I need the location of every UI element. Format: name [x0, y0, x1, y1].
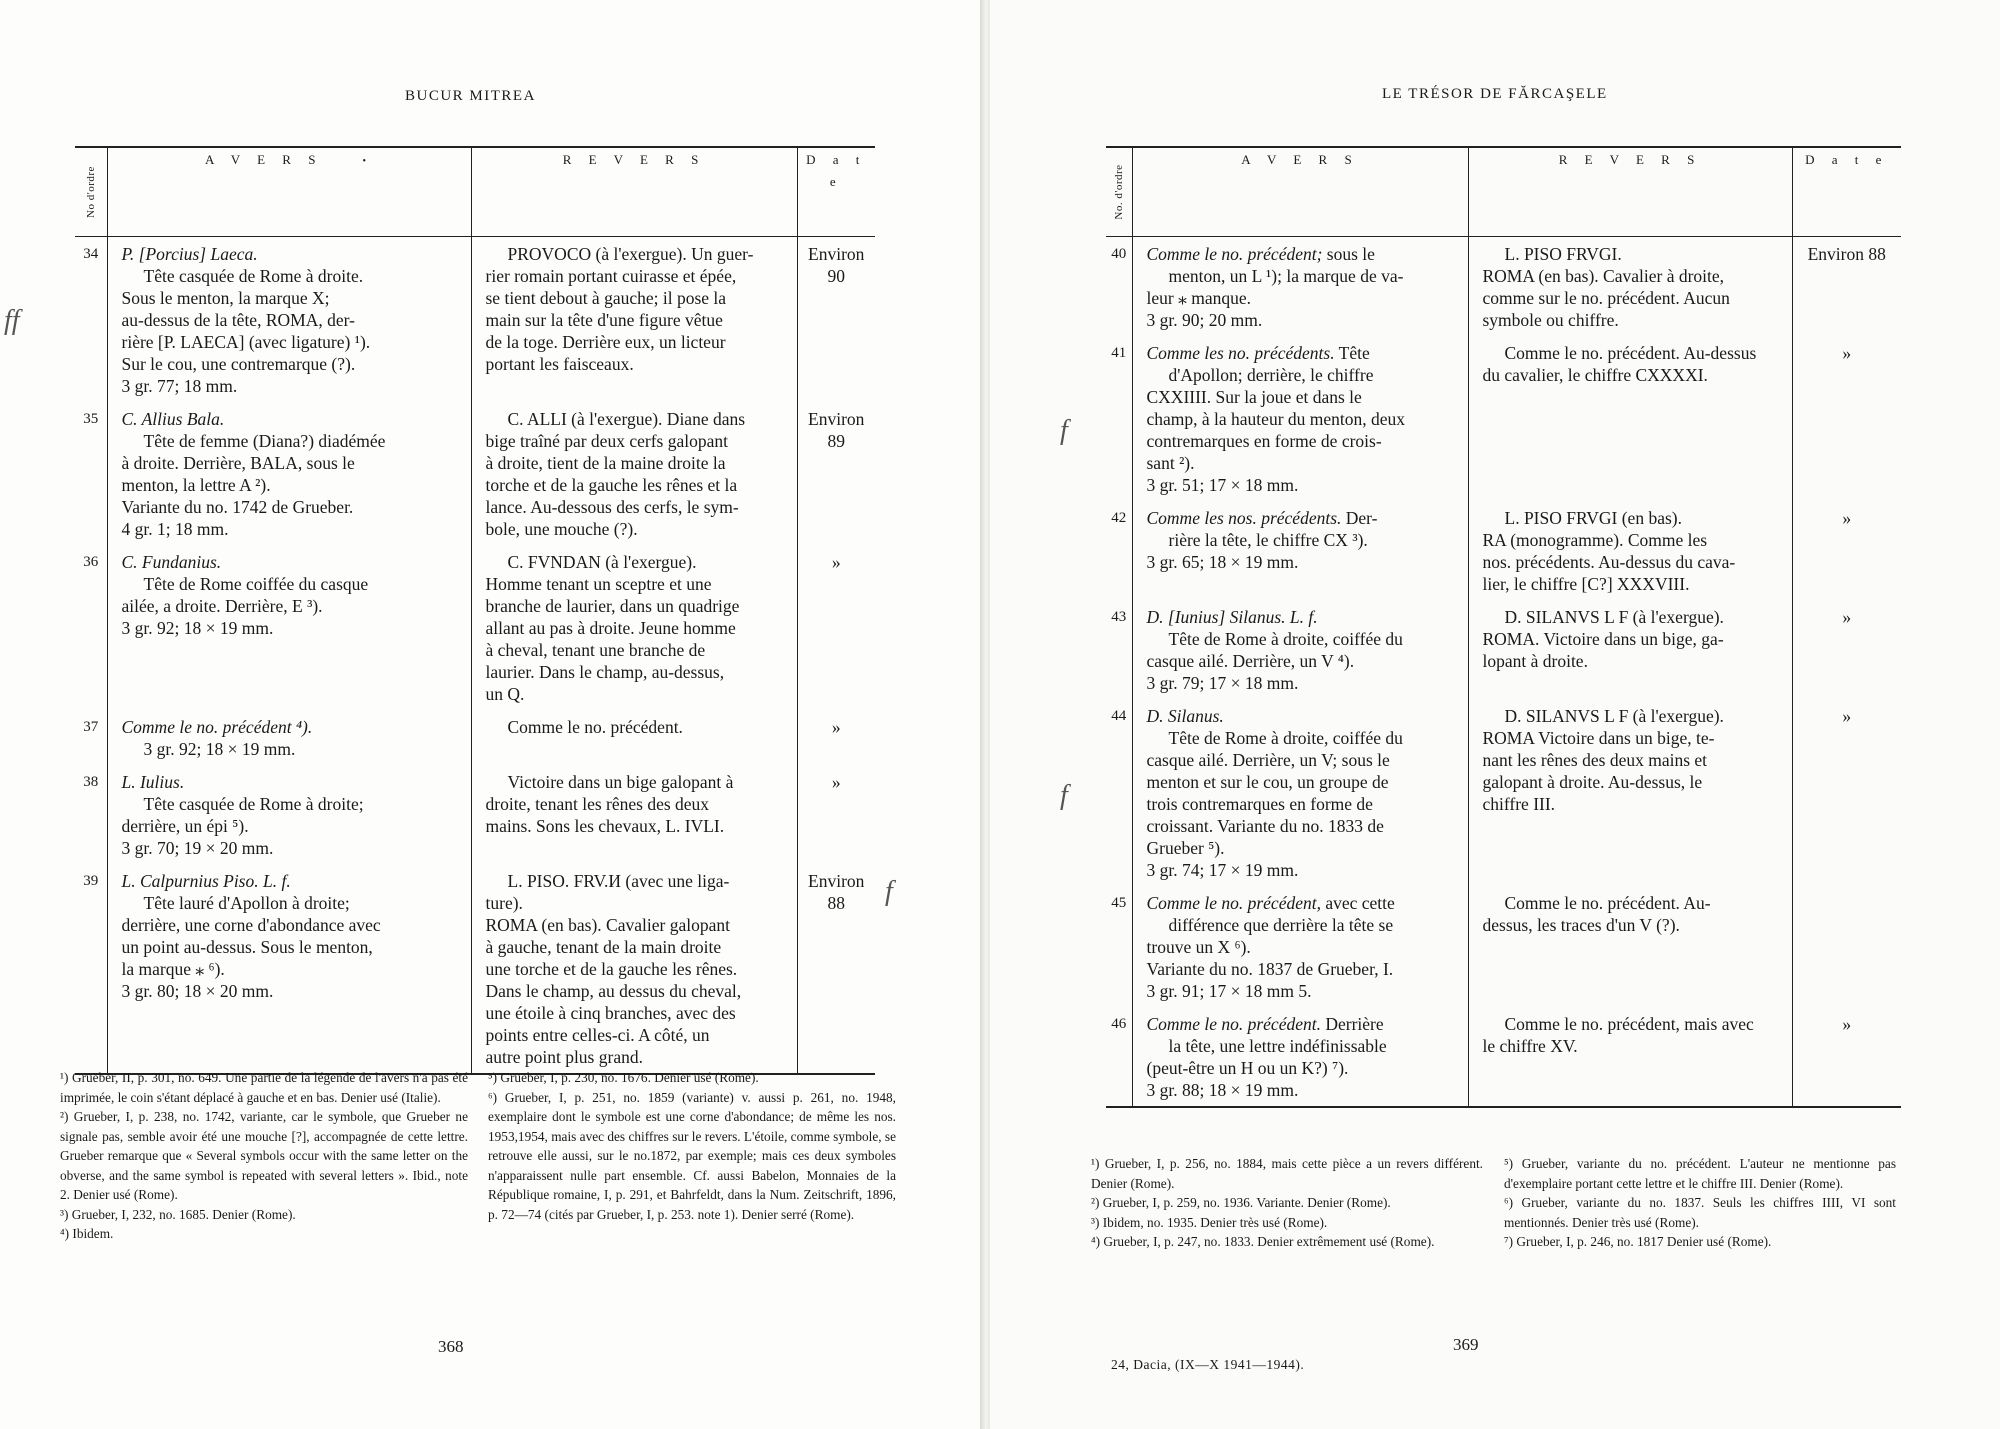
table-row [75, 710, 875, 765]
revers-cell [1468, 886, 1792, 1007]
avers-line: d'Apollon; derrière, le chiffre [1168, 365, 1374, 385]
date-cell [1792, 886, 1901, 1007]
revers-line: Homme tenant un sceptre et une [485, 574, 712, 594]
revers-line: chiffre III. [1482, 794, 1556, 814]
revers-cell [471, 710, 797, 765]
revers-cell [1468, 699, 1792, 886]
revers-line: comme sur le no. précédent. Aucun [1482, 288, 1730, 308]
avers-line: derrière, un épi ⁵). [121, 816, 249, 836]
coin-title [1147, 1013, 1460, 1035]
right-page [990, 0, 2000, 1429]
revers-line: L. PISO FRVGI (en bas). [1504, 508, 1682, 528]
coin-title-italic: Comme le no. précédent. [1146, 1014, 1321, 1034]
coin-title-rest: Der- [1341, 508, 1378, 528]
revers-line: Comme le no. précédent. Au-dessus [1504, 343, 1757, 363]
column-header-no: No d'ordre [75, 147, 107, 237]
date-cell: Environ 88 [1792, 237, 1901, 337]
revers-line: allant au pas à droite. Jeune homme [485, 618, 736, 638]
table-row [1106, 336, 1901, 501]
revers-line: mains. Sons les chevaux, L. IVLI. [485, 816, 725, 836]
revers-line: une torche et de la gauche les rênes. [485, 959, 738, 979]
revers-line: C. ALLI (à l'exergue). Diane dans [507, 409, 746, 429]
date-cell: » [797, 710, 875, 765]
avers-line: un point au-dessus. Sous le menton, [121, 937, 373, 957]
coin-title-italic: D. [Iunius] Silanus. L. f. [1146, 607, 1318, 627]
running-head: BUCUR MITREA [405, 88, 536, 104]
footnote: ¹) Grueber, II, p. 301, no. 649. Une partie de la légende de l'avers n'a pas été imprimée, le coin s'étant déplacé à gauche et en bas. Denier usé (Italie). [60, 1070, 468, 1105]
column-header-revers: R E V E R S [1468, 147, 1792, 237]
avers-line: 3 gr. 77; 18 mm. [121, 376, 238, 396]
revers-line: portant les faisceaux. [485, 354, 634, 374]
avers-line: 4 gr. 1; 18 mm. [121, 519, 229, 539]
column-header-date: D a t e [797, 147, 875, 237]
avers-line: derrière, une corne d'abondance avec [121, 915, 381, 935]
column-header-avers: A V E R S • [107, 147, 471, 237]
avers-line: la marque ⁎ ⁶). [121, 959, 225, 979]
coin-number: 37 [83, 719, 99, 735]
coin-number: 35 [83, 411, 99, 427]
footnotes-right-column [488, 1068, 896, 1224]
revers-line: nant les rênes des deux mains et [1482, 750, 1708, 770]
footnote: ⁵) Grueber, variante du no. précédent. L'auteur ne mentionne pas d'exemplaire portant cette lettre et le chiffre III. Denier (Rome). [1504, 1156, 1896, 1191]
coin-title-italic: C. Allius Bala. [121, 409, 225, 429]
revers-line: galopant à droite. Au-dessus, le [1482, 772, 1703, 792]
avers-line: Variante du no. 1742 de Grueber. [121, 497, 354, 517]
avers-line: Grueber ⁵). [1146, 838, 1225, 858]
revers-cell [471, 237, 797, 403]
revers-line: ture). [485, 893, 523, 913]
coin-number: 39 [75, 864, 107, 1074]
footnote: ⁴) Grueber, I, p. 247, no. 1833. Denier extrêmement usé (Rome). [1091, 1234, 1435, 1249]
revers-line: à cheval, tenant une branche de [485, 640, 706, 660]
avers-cell [107, 402, 471, 545]
avers-line: trois contremarques en forme de [1146, 794, 1373, 814]
avers-line: CXXIIII. Sur la joue et dans le [1146, 387, 1362, 407]
footnote: ⁴) Ibidem. [60, 1226, 114, 1241]
avers-line: casque ailé. Derrière, un V ⁴). [1146, 651, 1355, 671]
date-cell: » [1792, 501, 1901, 600]
handwritten-margin-mark: ff [4, 305, 20, 336]
coin-number: 41 [1111, 345, 1127, 361]
avers-line: sant ²). [1146, 453, 1195, 473]
avers-cell [1132, 886, 1468, 1007]
coin-title [122, 870, 463, 892]
avers-line: 3 gr. 91; 17 × 18 mm 5. [1146, 981, 1312, 1001]
revers-line: RA (monogramme). Comme les [1482, 530, 1708, 550]
revers-cell [471, 402, 797, 545]
avers-cell [1132, 501, 1468, 600]
left-page [0, 0, 980, 1429]
handwritten-margin-mark: f [885, 876, 893, 907]
book-gutter [980, 0, 990, 1429]
revers-line: laurier. Dans le champ, au-dessus, [485, 662, 725, 682]
coin-title-rest: avec cette [1320, 893, 1395, 913]
column-header-date: D a t e [1792, 147, 1901, 237]
coin-table [75, 146, 875, 1075]
avers-cell [1132, 699, 1468, 886]
footnotes-right-column [1504, 1154, 1896, 1252]
coin-title-italic: L. Iulius. [121, 772, 185, 792]
avers-line: Tête casquée de Rome à droite; [143, 794, 364, 814]
avers-line: casque ailé. Derrière, un V; sous le [1146, 750, 1390, 770]
footnote: ³) Ibidem, no. 1935. Denier très usé (Rome). [1091, 1214, 1328, 1230]
table-row [1106, 886, 1901, 1007]
avers-line: à droite. Derrière, BALA, sous le [121, 453, 355, 473]
avers-line: rière [P. LAECA] (avec ligature) ¹). [121, 332, 371, 352]
avers-line: 3 gr. 88; 18 × 19 mm. [1146, 1080, 1299, 1100]
avers-line: Tête casquée de Rome à droite. [143, 266, 364, 286]
avers-cell [107, 710, 471, 765]
revers-line: symbole ou chiffre. [1482, 310, 1619, 330]
revers-line: le chiffre XV. [1482, 1036, 1578, 1056]
avers-line: la tête, une lettre indéfinissable [1168, 1036, 1387, 1056]
column-header-avers: A V E R S [1132, 147, 1468, 237]
revers-line: lopant à droite. [1482, 651, 1588, 671]
revers-line: Comme le no. précédent, mais avec [1504, 1014, 1754, 1034]
revers-line: ROMA Victoire dans un bige, te- [1482, 728, 1715, 748]
avers-line: 3 gr. 90; 20 mm. [1146, 310, 1263, 330]
date-cell: » [797, 545, 875, 710]
coin-title [1147, 705, 1460, 727]
handwritten-margin-mark: f [1060, 780, 1068, 811]
date-cell: » [1792, 336, 1901, 501]
footnote: ⁵) Grueber, I, p. 230, no. 1676. Denier usé (Rome). [488, 1070, 759, 1085]
table-header-row [75, 147, 875, 237]
revers-line: Victoire dans un bige galopant à [507, 772, 734, 792]
revers-line: C. FVNDAN (à l'exergue). [507, 552, 697, 572]
avers-line: menton, la lettre A ²). [121, 475, 271, 495]
avers-line: Tête de Rome coiffée du casque [143, 574, 369, 594]
revers-line: un Q. [485, 684, 525, 704]
table-row [75, 402, 875, 545]
revers-line: nos. précédents. Au-dessus du cava- [1482, 552, 1736, 572]
coin-number: 38 [83, 774, 99, 790]
revers-line: du cavalier, le chiffre CXXXXI. [1482, 365, 1708, 385]
revers-line: bole, une mouche (?). [485, 519, 638, 539]
coin-number: 36 [83, 554, 99, 570]
table-row [1106, 699, 1901, 886]
table-row [75, 545, 875, 710]
avers-line: croissant. Variante du no. 1833 de [1146, 816, 1384, 836]
avers-line: 3 gr. 74; 17 × 19 mm. [1146, 860, 1299, 880]
coin-title [122, 771, 463, 793]
revers-line: se tient debout à gauche; il pose la [485, 288, 727, 308]
avers-line: champ, à la hauteur du menton, deux [1146, 409, 1406, 429]
table-row [1106, 600, 1901, 699]
revers-line: une étoile à cinq branches, avec des [485, 1003, 736, 1023]
printer-signature: 24, Dacia, (IX—X 1941—1944). [1111, 1357, 1305, 1372]
revers-line: ROMA (en bas). Cavalier à droite, [1482, 266, 1725, 286]
coin-title [122, 243, 463, 265]
avers-line: (peut-être un H ou un K?) ⁷). [1146, 1058, 1349, 1078]
revers-cell [1468, 1007, 1792, 1107]
avers-cell [107, 864, 471, 1074]
coin-title-italic: Comme les no. précédents. [1146, 343, 1335, 363]
revers-line: à droite, tient de la maine droite la [485, 453, 726, 473]
avers-line: ailée, a droite. Derrière, E ³). [121, 596, 323, 616]
revers-line: dessus, les traces d'un V (?). [1482, 915, 1680, 935]
table-row [75, 237, 875, 403]
date-cell: » [1792, 1007, 1901, 1107]
table-row [1106, 501, 1901, 600]
table-row [75, 864, 875, 1074]
coin-title [1147, 243, 1460, 265]
revers-cell [1468, 336, 1792, 501]
coin-title-italic: Comme les nos. précédents. [1146, 508, 1342, 528]
revers-line: L. PISO. FRV.И (avec une liga- [507, 871, 730, 891]
avers-line: Tête lauré d'Apollon à droite; [143, 893, 350, 913]
date-cell: » [1792, 699, 1901, 886]
avers-line: trouve un X ⁶). [1146, 937, 1251, 957]
revers-cell [1468, 600, 1792, 699]
column-header-revers: R E V E R S [471, 147, 797, 237]
revers-line: ROMA. Victoire dans un bige, ga- [1482, 629, 1724, 649]
revers-line: main sur la tête d'une figure vêtue [485, 310, 723, 330]
revers-line: rier romain portant cuirasse et épée, [485, 266, 737, 286]
coin-title [1147, 342, 1460, 364]
revers-line: droite, tenant les rênes des deux [485, 794, 710, 814]
revers-line: autre point plus grand. [485, 1047, 643, 1067]
table-row [1106, 237, 1901, 337]
avers-cell [1132, 237, 1468, 337]
coin-number: 34 [83, 246, 99, 262]
coin-title [1147, 892, 1460, 914]
avers-line: Tête de Rome à droite, coiffée du [1168, 728, 1403, 748]
avers-line: au-dessus de la tête, ROMA, der- [121, 310, 355, 330]
coin-title-italic: P. [Porcius] Laeca. [121, 244, 258, 264]
date-cell: Environ 90 [797, 237, 875, 403]
revers-line: D. SILANVS L F (à l'exergue). [1504, 706, 1724, 726]
avers-line: Variante du no. 1837 de Grueber, I. [1146, 959, 1394, 979]
coin-title-italic: C. Fundanius. [121, 552, 222, 572]
revers-line: lance. Au-dessous des cerfs, le sym- [485, 497, 739, 517]
avers-line: 3 gr. 70; 19 × 20 mm. [121, 838, 274, 858]
coin-number: 45 [1111, 895, 1127, 911]
revers-cell [471, 765, 797, 864]
revers-line: branche de laurier, dans un quadrige [485, 596, 740, 616]
coin-title-italic: Comme le no. précédent; [1146, 244, 1323, 264]
coin-number: 43 [1111, 609, 1127, 625]
avers-cell [107, 237, 471, 403]
revers-line: lier, le chiffre [C?] XXXVIII. [1482, 574, 1690, 594]
table-row [1106, 1007, 1901, 1107]
date-cell: » [1792, 600, 1901, 699]
avers-cell [1132, 1007, 1468, 1107]
revers-line: torche et de la gauche les rênes et la [485, 475, 738, 495]
revers-line: Dans le champ, au dessus du cheval, [485, 981, 742, 1001]
column-header-no: No. d'ordre [1106, 147, 1132, 237]
footnote: ¹) Grueber, I, p. 256, no. 1884, mais cette pièce a un revers différent. Denier (Rome). [1091, 1156, 1483, 1191]
avers-line: Tête de Rome à droite, coiffée du [1168, 629, 1403, 649]
avers-line: différence que derrière la tête se [1168, 915, 1394, 935]
avers-cell [1132, 600, 1468, 699]
page-number: 369 [1453, 1335, 1479, 1354]
revers-line: bige traîné par deux cerfs galopant [485, 431, 728, 451]
avers-line: 3 gr. 92; 18 × 19 mm. [121, 618, 274, 638]
avers-line: Sur le cou, une contremarque (?). [121, 354, 356, 374]
revers-line: de la toge. Derrière eux, un licteur [485, 332, 726, 352]
handwritten-margin-mark: f [1060, 415, 1068, 446]
date-cell: Environ 88 [797, 864, 875, 1074]
revers-line: D. SILANVS L F (à l'exergue). [1504, 607, 1724, 627]
revers-line: Comme le no. précédent. Au- [1504, 893, 1711, 913]
footnote: ⁷) Grueber, I, p. 246, no. 1817 Denier usé (Rome). [1504, 1234, 1772, 1249]
table-header-row [1106, 147, 1901, 237]
coin-title-rest: Derrière [1320, 1014, 1384, 1034]
revers-line: à gauche, tenant de la main droite [485, 937, 722, 957]
avers-line: 3 gr. 79; 17 × 18 mm. [1146, 673, 1299, 693]
footnote: ³) Grueber, I, 232, no. 1685. Denier (Rome). [60, 1206, 296, 1222]
revers-cell [1468, 237, 1792, 337]
footnote: ⁶) Grueber, variante du no. 1837. Seuls les chiffres IIII, VI sont mentionnés. Denier très usé (Rome). [1504, 1195, 1896, 1230]
coin-table [1106, 146, 1901, 1108]
running-head: LE TRÉSOR DE FĂRCAŞELE [1382, 86, 1608, 102]
avers-line: 3 gr. 80; 18 × 20 mm. [121, 981, 274, 1001]
revers-line: Comme le no. précédent. [507, 717, 683, 737]
coin-title [122, 551, 463, 573]
revers-cell [471, 545, 797, 710]
footnote: ²) Grueber, I, p. 238, no. 1742, variante, car le symbole, que Grueber ne signale pas, semble avoir été une mouche [?], accompagnée de cette lettre. Grueber remarque que « Several symbols occur with the same letter on the obverse, and the same symbol is repeated with several letters ». Ibid., note 2. Denier usé (Rome). [60, 1109, 468, 1202]
coin-number: 40 [1111, 246, 1127, 262]
avers-cell [107, 765, 471, 864]
coin-title-italic: Comme le no. précédent, [1146, 893, 1321, 913]
coin-title [122, 716, 463, 738]
coin-title-rest: sous le [1322, 244, 1375, 264]
coin-title [1147, 507, 1460, 529]
coin-title-italic: D. Silanus. [1146, 706, 1224, 726]
date-cell: » [797, 765, 875, 864]
revers-line: PROVOCO (à l'exergue). Un guer- [507, 244, 754, 264]
avers-cell [1132, 336, 1468, 501]
revers-cell [1468, 501, 1792, 600]
avers-line: contremarques en forme de crois- [1146, 431, 1382, 451]
avers-line: rière la tête, le chiffre CX ³). [1168, 530, 1368, 550]
footnotes-left-column [60, 1068, 468, 1244]
coin-title-rest: Tête [1334, 343, 1370, 363]
avers-line: 3 gr. 51; 17 × 18 mm. [1146, 475, 1299, 495]
footnotes-left-column [1091, 1154, 1483, 1252]
footnote: ⁶) Grueber, I, p. 251, no. 1859 (variante) v. aussi p. 261, no. 1948, exemplaire dont le symbole est une corne d'abondance; de même les nos. 1953,1954, mais avec des chiffres sur le revers. L'étoile, comme symbole, se retrouve elle aussi, sur le no.1872, par exemple; mais ces deux symboles n'apparaissent nulle part ensemble. Cf. aussi Babelon, Monnaies de la République romaine, I, p. 291, et Bahrfeldt, dans la Num. Zeitschrift, 1896, p. 72—74 (cités par Grueber, I, p. 253. note 1). Denier serré (Rome). [488, 1089, 896, 1222]
page-number: 368 [438, 1337, 464, 1356]
coin-title-italic: Comme le no. précédent ⁴). [121, 717, 313, 737]
date-cell: Environ 89 [797, 402, 875, 545]
revers-line: L. PISO FRVGI. [1504, 244, 1622, 264]
avers-line: menton, un L ¹); la marque de va- [1168, 266, 1404, 286]
coin-number: 42 [1111, 510, 1127, 526]
revers-line: points entre celles-ci. A côté, un [485, 1025, 710, 1045]
coin-number: 46 [1106, 1007, 1132, 1107]
revers-line: ROMA (en bas). Cavalier galopant [485, 915, 730, 935]
avers-line: 3 gr. 65; 18 × 19 mm. [1146, 552, 1299, 572]
revers-cell [471, 864, 797, 1074]
table-row [75, 765, 875, 864]
avers-line: 3 gr. 92; 18 × 19 mm. [143, 739, 296, 759]
avers-line: menton et sur le cou, un groupe de [1146, 772, 1389, 792]
coin-title [1147, 606, 1460, 628]
avers-cell [107, 545, 471, 710]
avers-line: Sous le menton, la marque X; [121, 288, 330, 308]
avers-line: Tête de femme (Diana?) diadémée [143, 431, 386, 451]
avers-line: leur ⁎ manque. [1146, 288, 1251, 308]
coin-number: 44 [1111, 708, 1127, 724]
footnote: ²) Grueber, I, p. 259, no. 1936. Variante. Denier (Rome). [1091, 1195, 1391, 1210]
coin-title [122, 408, 463, 430]
coin-title-italic: L. Calpurnius Piso. L. f. [121, 871, 291, 891]
